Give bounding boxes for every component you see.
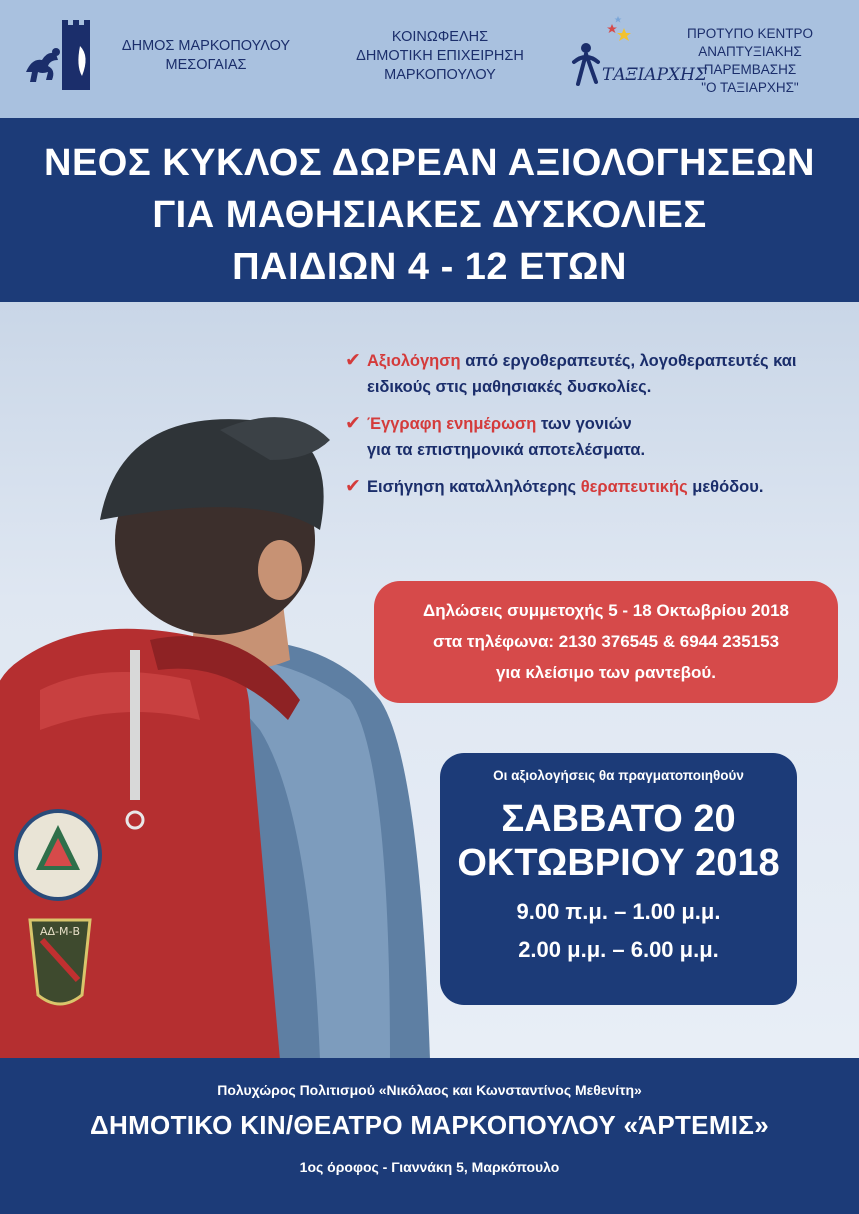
registration-line: για κλείσιμο των ραντεβού. (495, 663, 717, 682)
title-line: ΠΑΙΔΙΩΝ 4 - 12 ΕΤΩΝ (232, 246, 627, 288)
center-name-line: ΑΝΑΠΤΥΞΙΑΚΗΣ (698, 44, 802, 59)
event-box (440, 753, 797, 1005)
event-day: ΣΑΒΒΑΤΟ 20 (501, 798, 736, 840)
benefit-item (345, 474, 845, 500)
municipality-name-line: ΔΗΜΟΣ ΜΑΡΚΟΠΟΥΛΟΥ (121, 38, 291, 54)
registration-box (374, 581, 838, 703)
benefit-item (345, 411, 845, 463)
venue-footer (0, 1058, 859, 1214)
event-intro: Οι αξιολογήσεις θα πραγματοποιηθούν (493, 768, 744, 783)
check-icon: ✔ (345, 413, 361, 434)
event-time-afternoon: 2.00 μ.μ. – 6.00 μ.μ. (518, 937, 719, 962)
center-name (676, 25, 824, 97)
center-name-line: "Ο ΤΑΞΙΑΡΧΗΣ" (701, 80, 799, 95)
enterprise-name-line: ΜΑΡΚΟΠΟΥΛΟΥ (384, 67, 496, 83)
enterprise-name-line: ΚΟΙΝΩΦΕΛΗΣ (391, 29, 489, 45)
title-line: ΝΕΟΣ ΚΥΚΛΟΣ ΔΩΡΕΑΝ ΑΞΙΟΛΟΓΗΣΕΩΝ (44, 142, 815, 184)
venue-address: 1ος όροφος - Γιαννάκη 5, Μαρκόπουλο (299, 1159, 560, 1175)
enterprise-name (340, 28, 540, 85)
benefit-text: μεθόδου. (687, 478, 764, 496)
benefit-text: ειδικούς στις μαθησιακές δυσκολίες. (367, 378, 652, 396)
municipality-name-line: ΜΕΣΟΓΑΙΑΣ (165, 57, 247, 73)
benefit-highlight: θεραπευτικής (580, 478, 688, 496)
registration-phones: στα τηλέφωνα: 2130 376545 & 6944 235153 (432, 632, 780, 651)
benefit-highlight: Αξιολόγηση (367, 352, 461, 370)
benefit-text: από εργοθεραπευτές, λογοθεραπευτές και (460, 352, 797, 370)
benefit-highlight: Έγγραφη ενημέρωση (367, 415, 537, 433)
benefits-list (345, 348, 845, 511)
benefit-text: για τα επιστημονικά αποτελέσματα. (367, 441, 646, 459)
taxiarchis-logo (568, 14, 707, 94)
check-icon: ✔ (345, 476, 361, 497)
registration-line: Δηλώσεις συμμετοχής 5 - 18 Οκτωβρίου 2018 (422, 601, 789, 620)
center-name-line: ΠΑΡΕΜΒΑΣΗΣ (703, 62, 797, 77)
taxiarchis-logo-text: ΤΑΞΙΑΡΧΗΣ (602, 65, 707, 85)
event-time-morning: 9.00 π.μ. – 1.00 μ.μ. (516, 899, 721, 924)
check-icon: ✔ (345, 350, 361, 371)
benefit-item (345, 348, 845, 400)
venue-subtitle: Πολυχώρος Πολιτισμού «Νικόλαος και Κωνσταντίνος Μεθενίτη» (217, 1082, 642, 1098)
patch-text: ΑΔ-Μ-Β (40, 925, 81, 938)
venue-name: ΔΗΜΟΤΙΚΟ ΚΙΝ/ΘΕΑΤΡΟ ΜΑΡΚΟΠΟΥΛΟΥ «ΆΡΤΕΜΙΣ» (90, 1110, 769, 1140)
title-line: ΓΙΑ ΜΑΘΗΣΙΑΚΕΣ ΔΥΣΚΟΛΙΕΣ (152, 194, 707, 236)
event-month-year: ΟΚΤΩΒΡΙΟΥ 2018 (457, 842, 780, 884)
benefit-text: Εισήγηση καταλληλότερης (367, 478, 581, 496)
municipality-name (108, 37, 304, 75)
title-band (0, 118, 859, 302)
municipality-logo (22, 16, 104, 96)
enterprise-name-line: ΔΗΜΟΤΙΚΗ ΕΠΙΧΕΙΡΗΣΗ (356, 48, 524, 64)
center-name-line: ΠΡΟΤΥΠΟ ΚΕΝΤΡΟ (686, 26, 813, 41)
header (0, 0, 859, 118)
benefit-text: των γονιών (536, 415, 632, 433)
